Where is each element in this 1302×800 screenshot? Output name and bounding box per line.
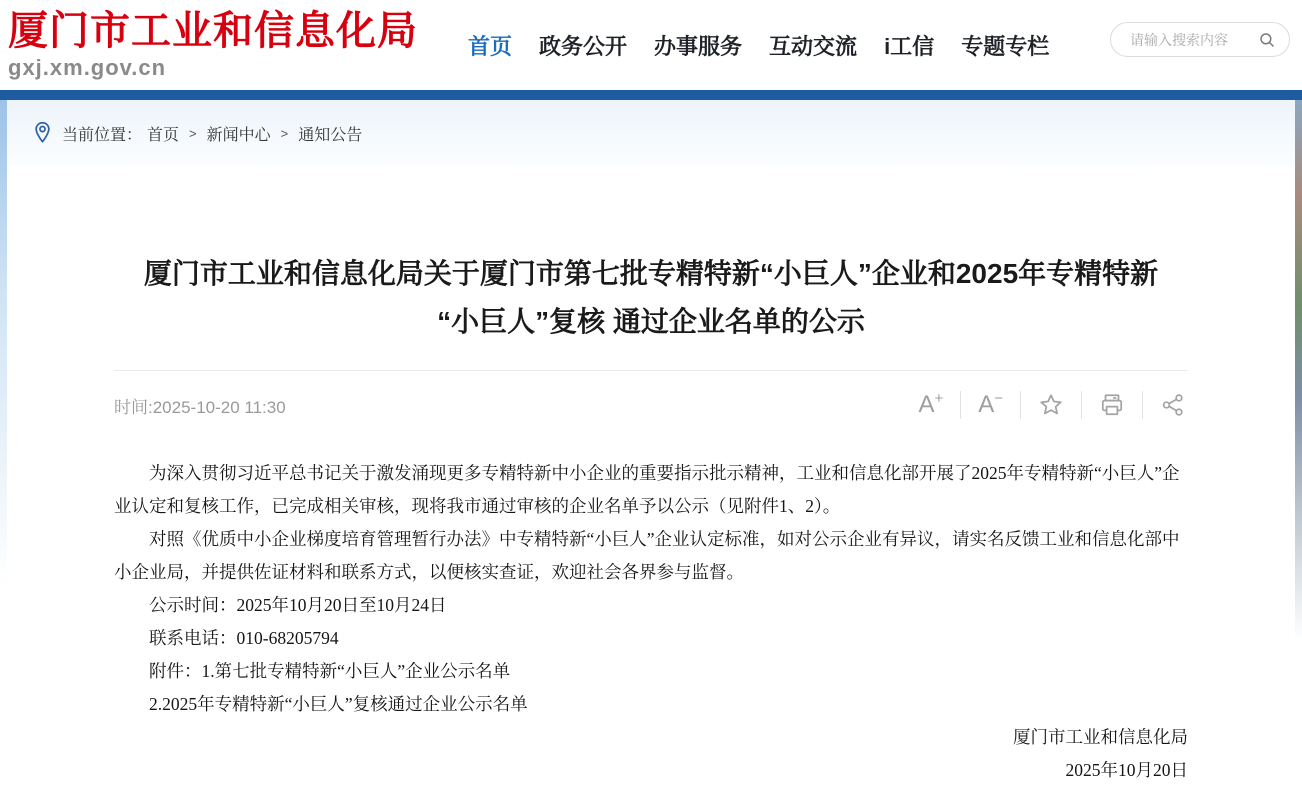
favorite-button[interactable] — [1020, 391, 1081, 419]
site-logo-domain: gxj.xm.gov.cn — [8, 55, 167, 80]
star-icon — [1038, 392, 1064, 418]
site-header — [0, 0, 1302, 90]
breadcrumb-separator: > — [280, 125, 289, 141]
search-icon[interactable] — [1258, 31, 1276, 49]
article-toolbar — [901, 391, 1188, 419]
nav-item-gov-affairs[interactable]: 政务公开 — [539, 34, 628, 59]
nav-item-home[interactable]: 首页 — [468, 34, 513, 59]
nav-item-services[interactable]: 办事服务 — [654, 34, 743, 59]
signature-agency: 厦门市工业和信息化局 — [1013, 727, 1188, 747]
breadcrumb-label: 当前位置： — [62, 126, 143, 144]
paragraph: 为深入贯彻习近平总书记关于激发涌现更多专精特新中小企业的重要指示批示精神，工业和信息化部开展了2025年专精特新“小巨人”企业认定和复核工作，已完成相关审核，现将我市通过审核的企业名单予以公示（见附件1、2）。 — [114, 463, 1180, 516]
search-box[interactable] — [1110, 22, 1290, 57]
breadcrumb-item-home[interactable]: 首页 — [147, 126, 180, 144]
breadcrumb-separator: > — [189, 125, 197, 141]
nav-item-interaction[interactable]: 互动交流 — [769, 34, 858, 59]
paragraph-contact-phone: 联系电话：010-68205794 — [149, 628, 339, 648]
breadcrumb — [7, 100, 1295, 166]
paragraph-publicity-period: 公示时间：2025年10月20日至10月24日 — [149, 595, 447, 615]
site-logo-title: 厦门市工业和信息化局 — [8, 8, 418, 53]
site-logo[interactable] — [8, 8, 448, 81]
paragraph-attachment-1: 附件：1.第七批专精特新“小巨人”企业公示名单 — [149, 661, 511, 681]
article-title — [114, 250, 1188, 346]
content-card — [7, 100, 1295, 790]
publish-time: 时间:2025-10-20 11:30 — [114, 397, 286, 417]
background-strip-left — [0, 100, 7, 640]
main-nav — [468, 30, 1049, 61]
font-decrease-button[interactable] — [960, 391, 1020, 419]
article-title-line1: 厦门市工业和信息化局关于厦门市第七批专精特新“小巨人”企业和2025年专精特新 — [143, 258, 1159, 289]
article-meta-row — [114, 370, 1188, 419]
print-button[interactable] — [1081, 391, 1142, 419]
nav-item-i-gongxin[interactable]: i工信 — [884, 34, 935, 59]
font-decrease-letter: A — [978, 391, 995, 418]
printer-icon — [1099, 392, 1125, 418]
location-pin-icon — [33, 121, 52, 145]
share-button[interactable] — [1142, 391, 1188, 419]
font-decrease-minus: − — [994, 389, 1003, 407]
article — [7, 166, 1295, 787]
font-increase-plus: + — [934, 389, 944, 407]
search-input[interactable] — [1128, 31, 1258, 49]
font-increase-letter: A — [918, 391, 935, 418]
signature-date: 2025年10月20日 — [1065, 760, 1188, 780]
nav-item-special-topics[interactable]: 专题专栏 — [961, 34, 1050, 59]
font-increase-button[interactable] — [901, 391, 960, 419]
breadcrumb-item-notices[interactable]: 通知公告 — [298, 126, 363, 144]
header-divider-bar — [0, 90, 1302, 100]
share-icon — [1160, 392, 1186, 418]
article-signature — [114, 721, 1188, 787]
paragraph: 对照《优质中小企业梯度培育管理暂行办法》中专精特新“小巨人”企业认定标准，如对公示企业有异议，请实名反馈工业和信息化部中小企业局，并提供佐证材料和联系方式，以便核实查证，欢迎社会各界参与监督。 — [114, 529, 1180, 582]
paragraph-attachment-2: 2.2025年专精特新“小巨人”复核通过企业公示名单 — [149, 694, 528, 714]
article-body — [114, 457, 1188, 721]
article-title-line2: “小巨人”复核 通过企业名单的公示 — [437, 306, 865, 337]
background-strip-right — [1295, 100, 1302, 640]
breadcrumb-item-news-center[interactable]: 新闻中心 — [206, 126, 271, 144]
